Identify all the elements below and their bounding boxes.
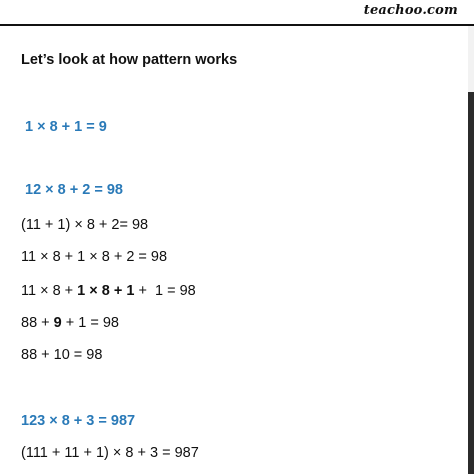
text-segment: + 1 = 98 [134,283,196,299]
step-line-mixed [21,282,196,300]
step-line: 88 + 10 = 98 [21,347,103,363]
bold-segment: 9 [53,315,62,331]
scrollbar-thumb[interactable] [468,92,474,474]
example-1-equation: 1 × 8 + 1 = 9 [25,119,107,135]
teachoo-logo: teachoo.com [363,3,458,18]
step-line: 11 × 8 + 1 × 8 + 2 = 98 [21,249,168,265]
bold-segment: 1 × 8 + 1 [77,283,135,299]
text-segment: + 1 = 98 [61,315,119,331]
text-segment: 88 + [21,315,54,331]
page-heading: Let’s look at how pattern works [21,52,238,68]
top-bar [0,0,474,26]
step-line-mixed [21,314,119,332]
example-2-equation: 12 × 8 + 2 = 98 [25,182,123,198]
step-line: (11 + 1) × 8 + 2= 98 [21,217,149,233]
example-3-equation: 123 × 8 + 3 = 987 [21,413,136,429]
step-line: (111 + 11 + 1) × 8 + 3 = 987 [21,445,199,461]
text-segment: 11 × 8 + [21,283,78,299]
